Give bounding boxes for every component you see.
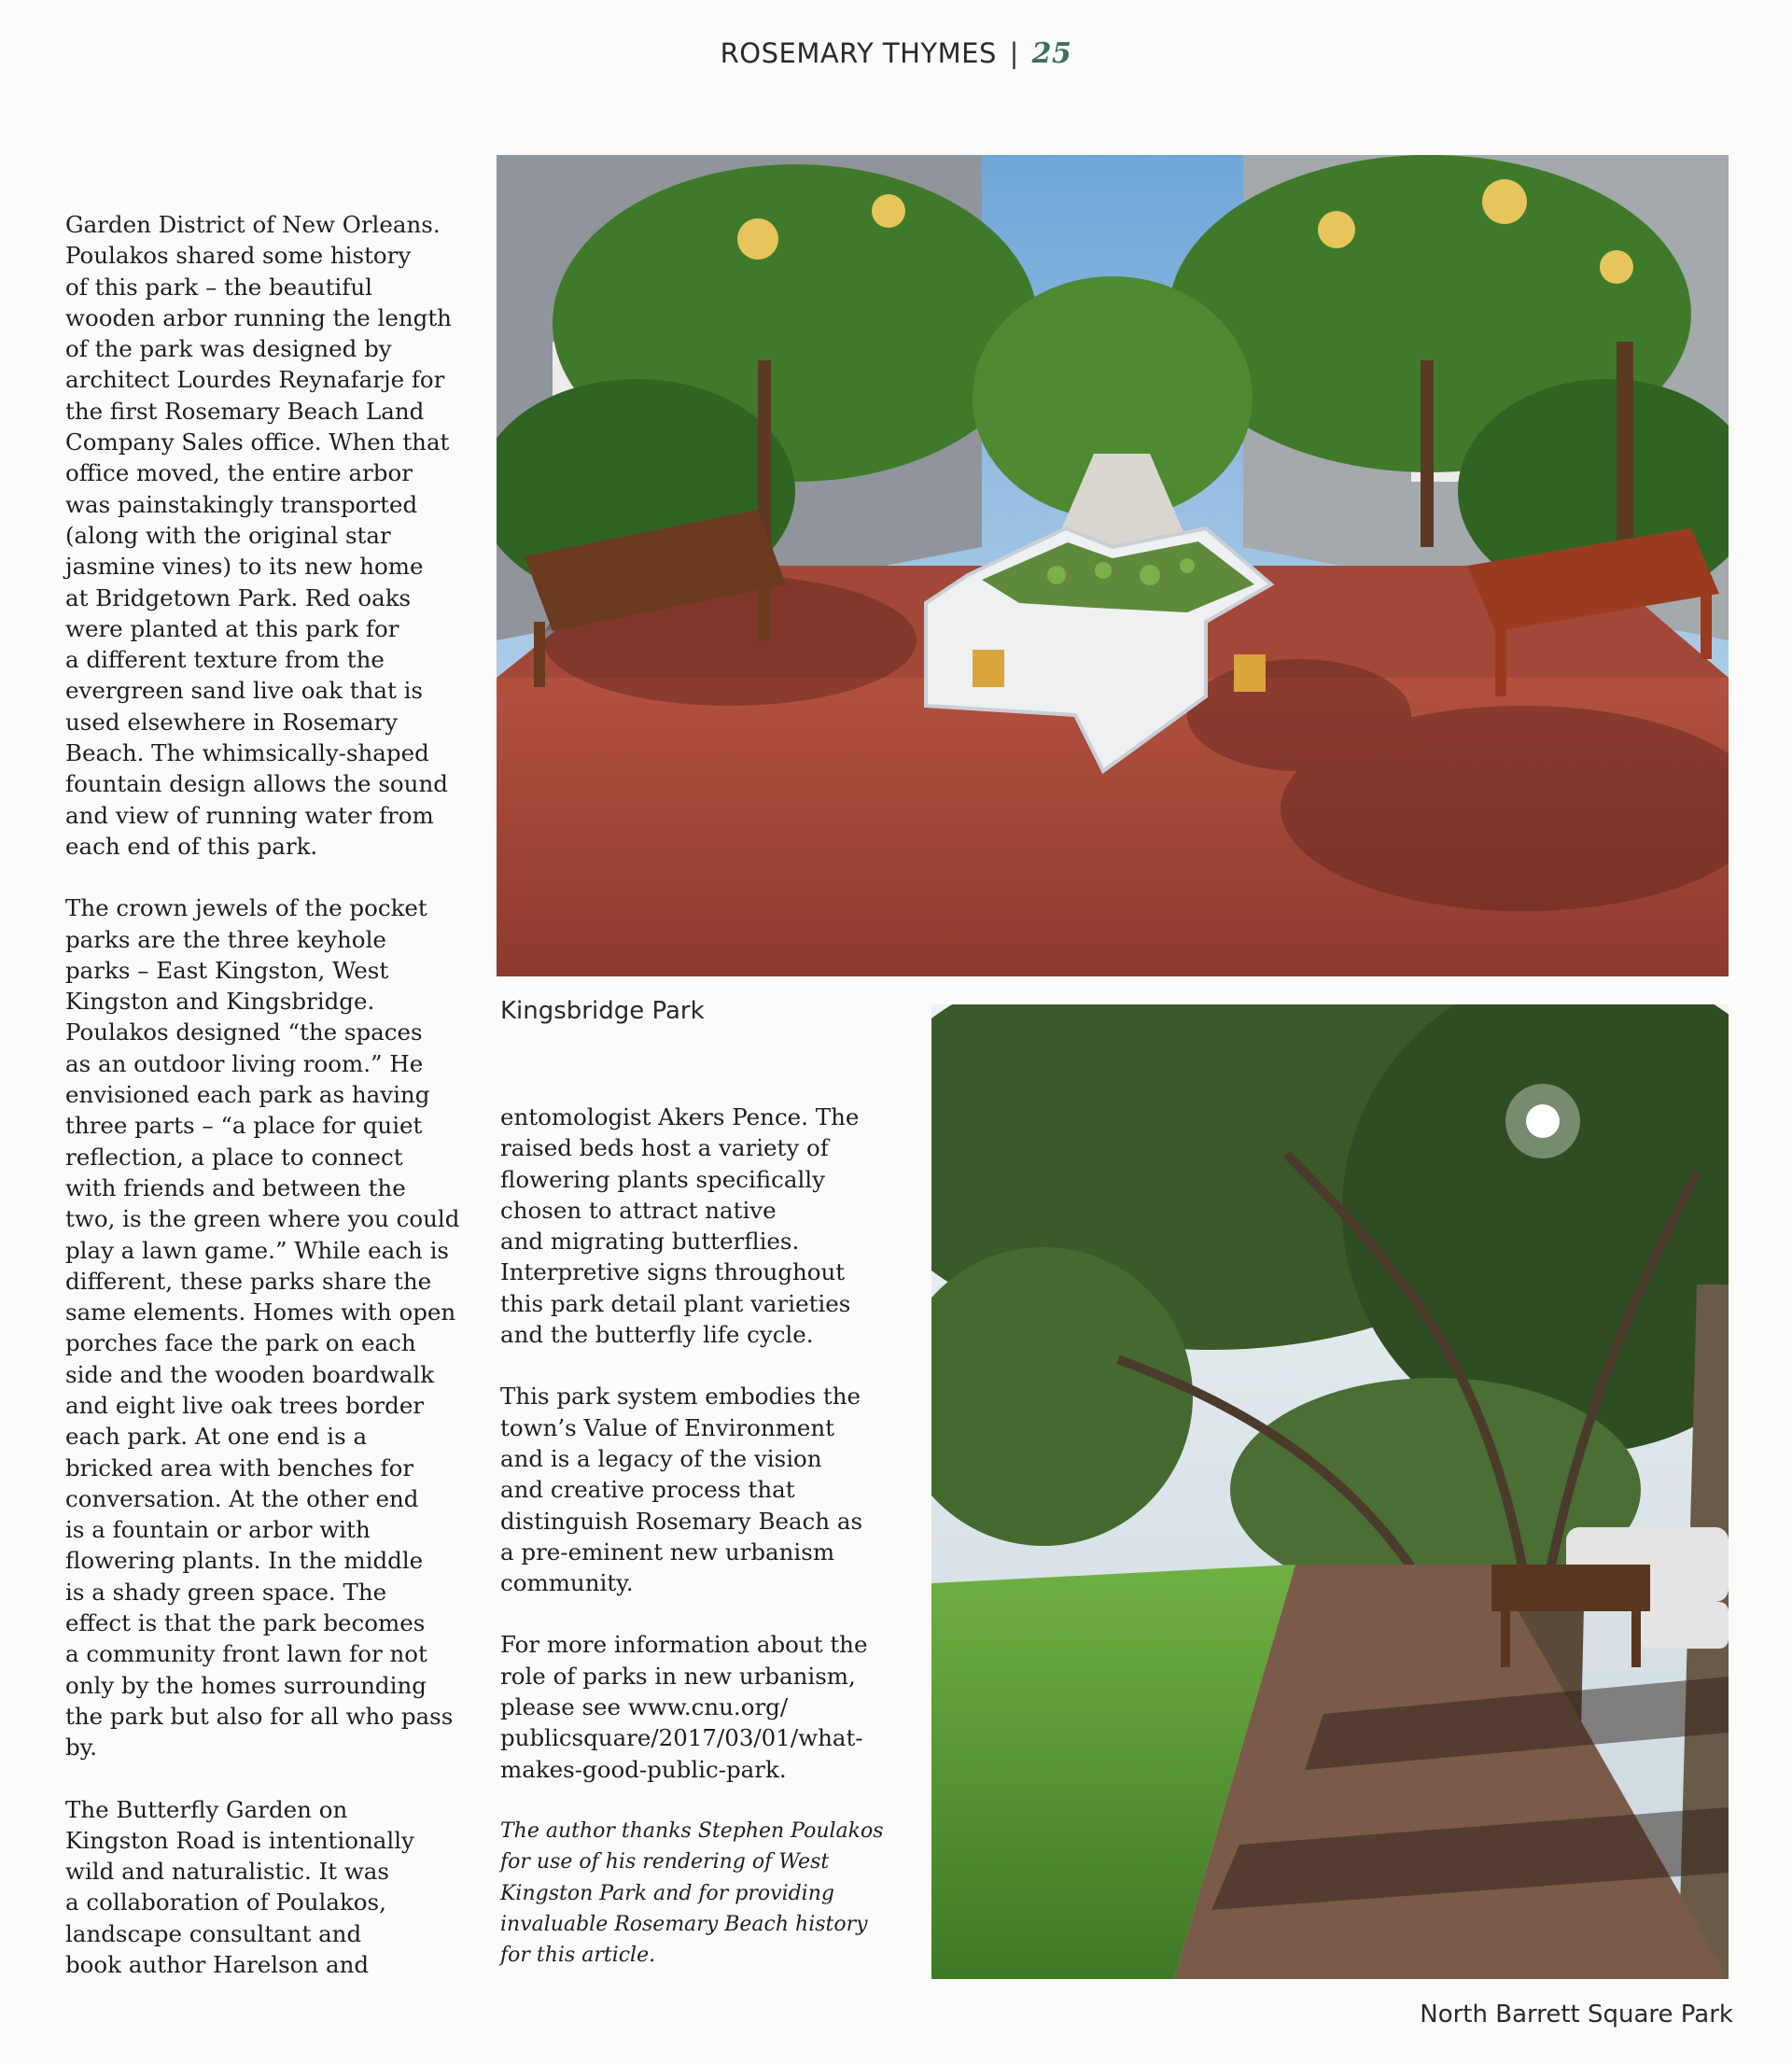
paragraph-more-information: For more information about the role of parks in new urbanism, please see www.cnu.org/ publicsquare/2017/03/01/what- makes-good-public-park. <box>500 1631 868 1783</box>
paragraph-butterfly-plants: entomologist Akers Pence. The raised beds host a variety of flowering plants specifically chosen to attract native and migrating butterflies. Interpretive signs throughout this park detail plant varieties and the butterfly life cycle. <box>500 1103 860 1349</box>
paragraph-arbor-history: Garden District of New Orleans. Poulakos shared some history of this park – the beautiful wooden arbor running the length of the park was designed by architect Lourdes Reynafarje for the first Rosemary Beach Land Company Sales office. When that office moved, the entire arbor was painstakingly transported (along with the original star jasmine vines) to its new home at Bridgetown Park. Red oaks were planted at this park for a different texture from the evergreen sand live oak that is used elsewhere in Rosemary Beach. The whimsically-shaped fountain design allows the sound and view of running water from each end of this park. <box>65 211 452 860</box>
magazine-title: ROSEMARY THYMES <box>720 37 997 69</box>
author-credit: The author thanks Stephen Poulakos for use of his rendering of West Kingston Park and for providing invaluable Rosemary Beach history for this article. <box>500 1818 884 1968</box>
north-barrett-square-park-caption: North Barrett Square Park <box>1420 2001 1733 2029</box>
page-header <box>0 37 1792 70</box>
header-separator: | <box>1009 37 1019 69</box>
paragraph-value-of-environment: This park system embodies the town’s Value of Environment and is a legacy of the vision and creative process that distinguish Rosemary Beach as a pre-eminent new urbanism community. <box>500 1383 863 1597</box>
kingsbridge-park-photo <box>497 155 1729 976</box>
paragraph-butterfly-garden: The Butterfly Garden on Kingston Road is intentionally wild and naturalistic. It was a collaboration of Poulakos, landscape consultant and book author Harelson and <box>65 1795 414 1979</box>
left-text-column <box>65 209 467 2011</box>
paragraph-keyhole-parks: The crown jewels of the pocket parks are the three keyhole parks – East Kingston, West Kingston and Kingsbridge. Poulakos designed “the spaces as an outdoor living room.” He envisioned each park as having three parts – “a place for quiet reflection, a place to connect with friends and between the two, is the green where you could play a lawn game.” While each is different, these parks share the same elements. Homes with open porches face the park on each side and the wooden boardwalk and eight live oak trees border each park. At one end is a bricked area with benches for conversation. At the other end is a fountain or arbor with flowering plants. In the middle is a shady green space. The effect is that the park becomes a community front lawn for not only by the homes surrounding the park but also for all who pass by. <box>65 894 460 1762</box>
middle-text-column <box>500 1102 892 2001</box>
north-barrett-square-park-photo <box>931 1004 1729 1979</box>
kingsbridge-park-caption: Kingsbridge Park <box>500 997 705 1025</box>
page-number: 25 <box>1031 37 1072 70</box>
